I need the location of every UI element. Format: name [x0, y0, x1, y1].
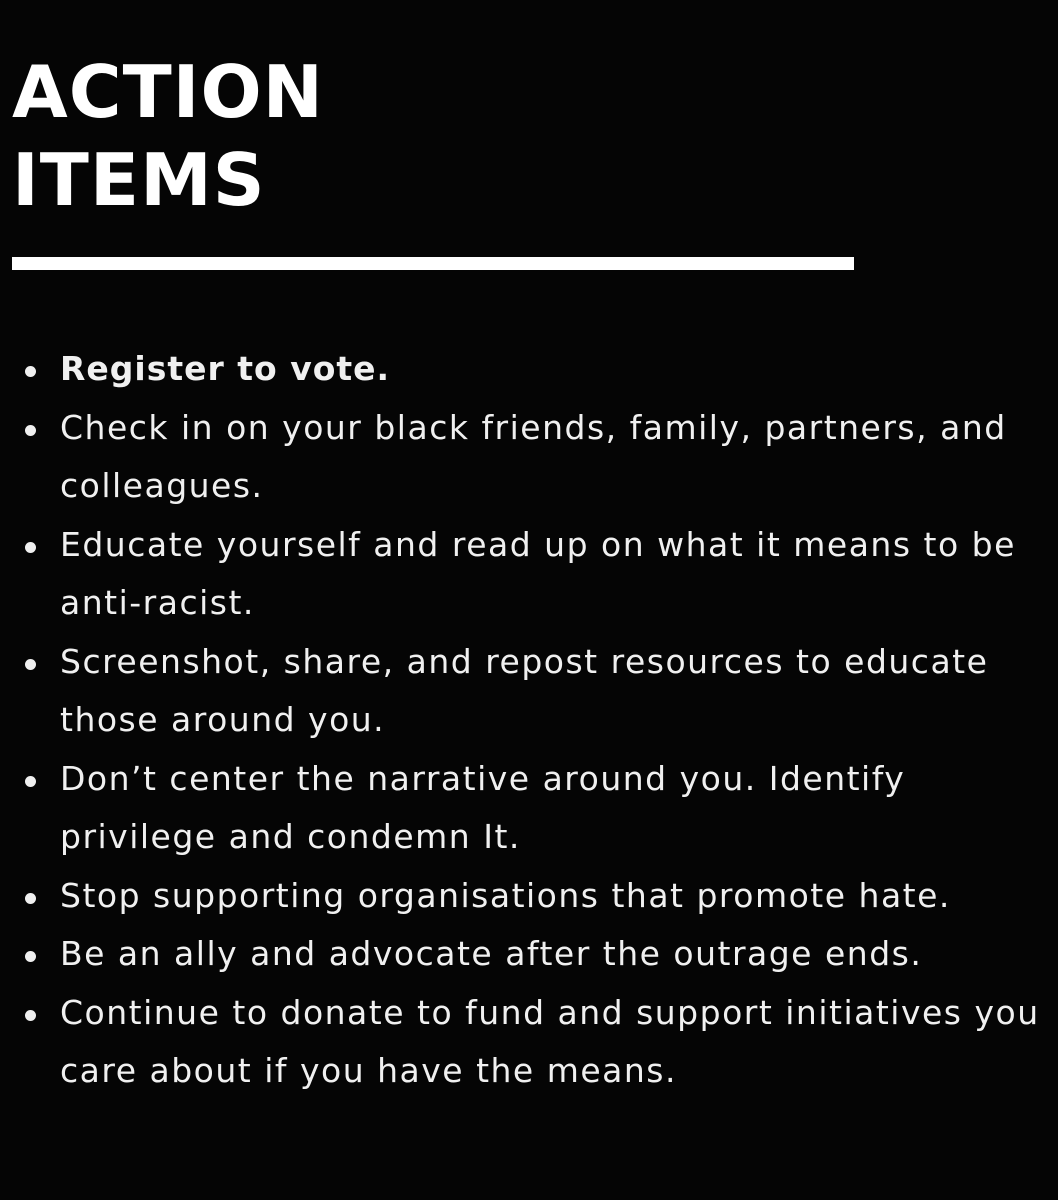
page-title [12, 48, 324, 224]
title-line-1: ACTION [12, 50, 324, 134]
bullet-dot-icon [25, 425, 36, 436]
bullet-dot-icon [25, 1010, 36, 1021]
list-item-text: Continue to donate to fund and support initiatives you care about if you have the means. [60, 992, 1040, 1090]
list-item-donate [20, 984, 1050, 1101]
bullet-dot-icon [25, 776, 36, 787]
list-item-text: Be an ally and advocate after the outrage ends. [60, 934, 923, 973]
list-item-stop-supporting [20, 867, 1050, 926]
title-underline-divider [12, 257, 854, 270]
list-item-educate-yourself [20, 516, 1050, 633]
bullet-dot-icon [25, 893, 36, 904]
bullet-dot-icon [25, 951, 36, 962]
list-item-share-resources [20, 633, 1050, 750]
list-item-text: Don’t center the narrative around you. Identify privilege and condemn It. [60, 758, 906, 856]
list-item-register-to-vote [20, 340, 1050, 399]
list-item-text: Educate yourself and read up on what it means to be anti-racist. [60, 524, 1016, 622]
list-item-text: Screenshot, share, and repost resources to educate those around you. [60, 641, 989, 739]
list-item-identify-privilege [20, 750, 1050, 867]
list-item-check-in [20, 399, 1050, 516]
list-item-text: Register to vote. [60, 349, 391, 388]
action-items-list [20, 340, 1050, 1101]
bullet-dot-icon [25, 659, 36, 670]
list-item-text: Stop supporting organisations that promote hate. [60, 875, 951, 915]
title-line-2: ITEMS [12, 138, 266, 222]
bullet-dot-icon [25, 542, 36, 553]
bullet-dot-icon [25, 366, 36, 377]
list-item-be-an-ally [20, 925, 1050, 984]
list-item-text: Check in on your black friends, family, partners, and colleagues. [60, 407, 1007, 505]
